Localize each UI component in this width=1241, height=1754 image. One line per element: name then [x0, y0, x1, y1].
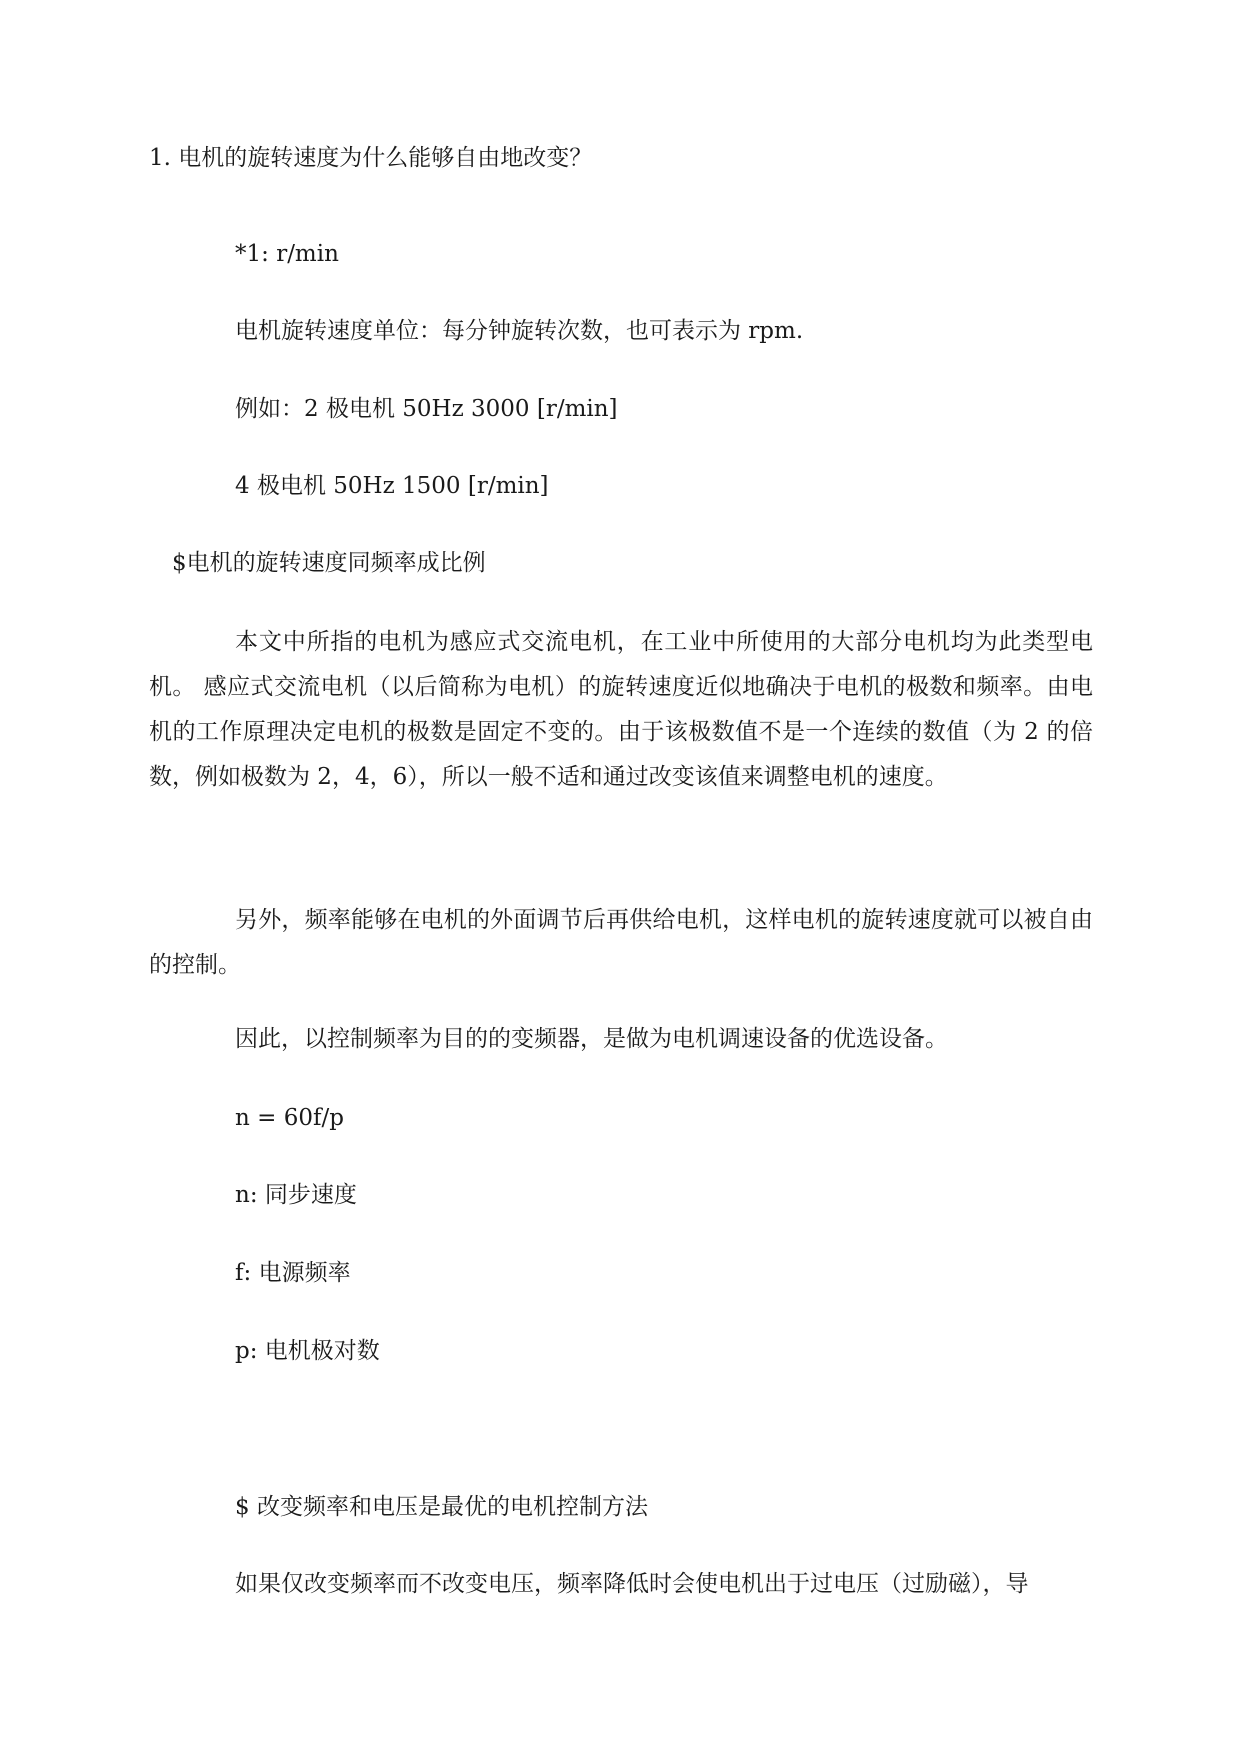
question-heading: 1. 电机的旋转速度为什么能够自由地改变？ [149, 145, 593, 171]
paragraph-voltage: 如果仅改变频率而不改变电压，频率降低时会使电机出于过电压（过励磁），导 [235, 1571, 1029, 1597]
section-heading-2: $ 改变频率和电压是最优的电机控制方法 [235, 1494, 648, 1520]
footnote-unit: *1: r/min [235, 241, 339, 267]
paragraph-motor-poles: 本文中所指的电机为感应式交流电机，在工业中所使用的大部分电机均为此类型电机。 感应式交流电机（以后简称为电机）的旋转速度近似地确决于电机的极数和频率。由电机的工作原理决定电机的极数是固定不变的。由于该极数值不是一个连续的数值（为 2 的倍数，例如极数为 2，4，6），所以一般不适和通过改变该值来调整电机的速度。 [149, 629, 1093, 790]
paragraph-inverter: 因此，以控制频率为目的的变频器，是做为电机调速设备的优选设备。 [235, 1026, 948, 1052]
definition-n: n: 同步速度 [235, 1182, 357, 1208]
formula: n = 60f/p [235, 1105, 344, 1131]
example-line-2: 4 极电机 50Hz 1500 [r/min] [235, 473, 549, 499]
example-line-1: 例如：2 极电机 50Hz 3000 [r/min] [235, 396, 618, 422]
definition-p: p: 电机极对数 [235, 1338, 380, 1364]
section-heading-1: $电机的旋转速度同频率成比例 [172, 550, 486, 576]
paragraph-frequency-control: 另外，频率能够在电机的外面调节后再供给电机，这样电机的旋转速度就可以被自由的控制。 [149, 907, 1093, 978]
footnote-description: 电机旋转速度单位：每分钟旋转次数，也可表示为 rpm. [235, 318, 804, 344]
definition-f: f: 电源频率 [235, 1260, 351, 1286]
